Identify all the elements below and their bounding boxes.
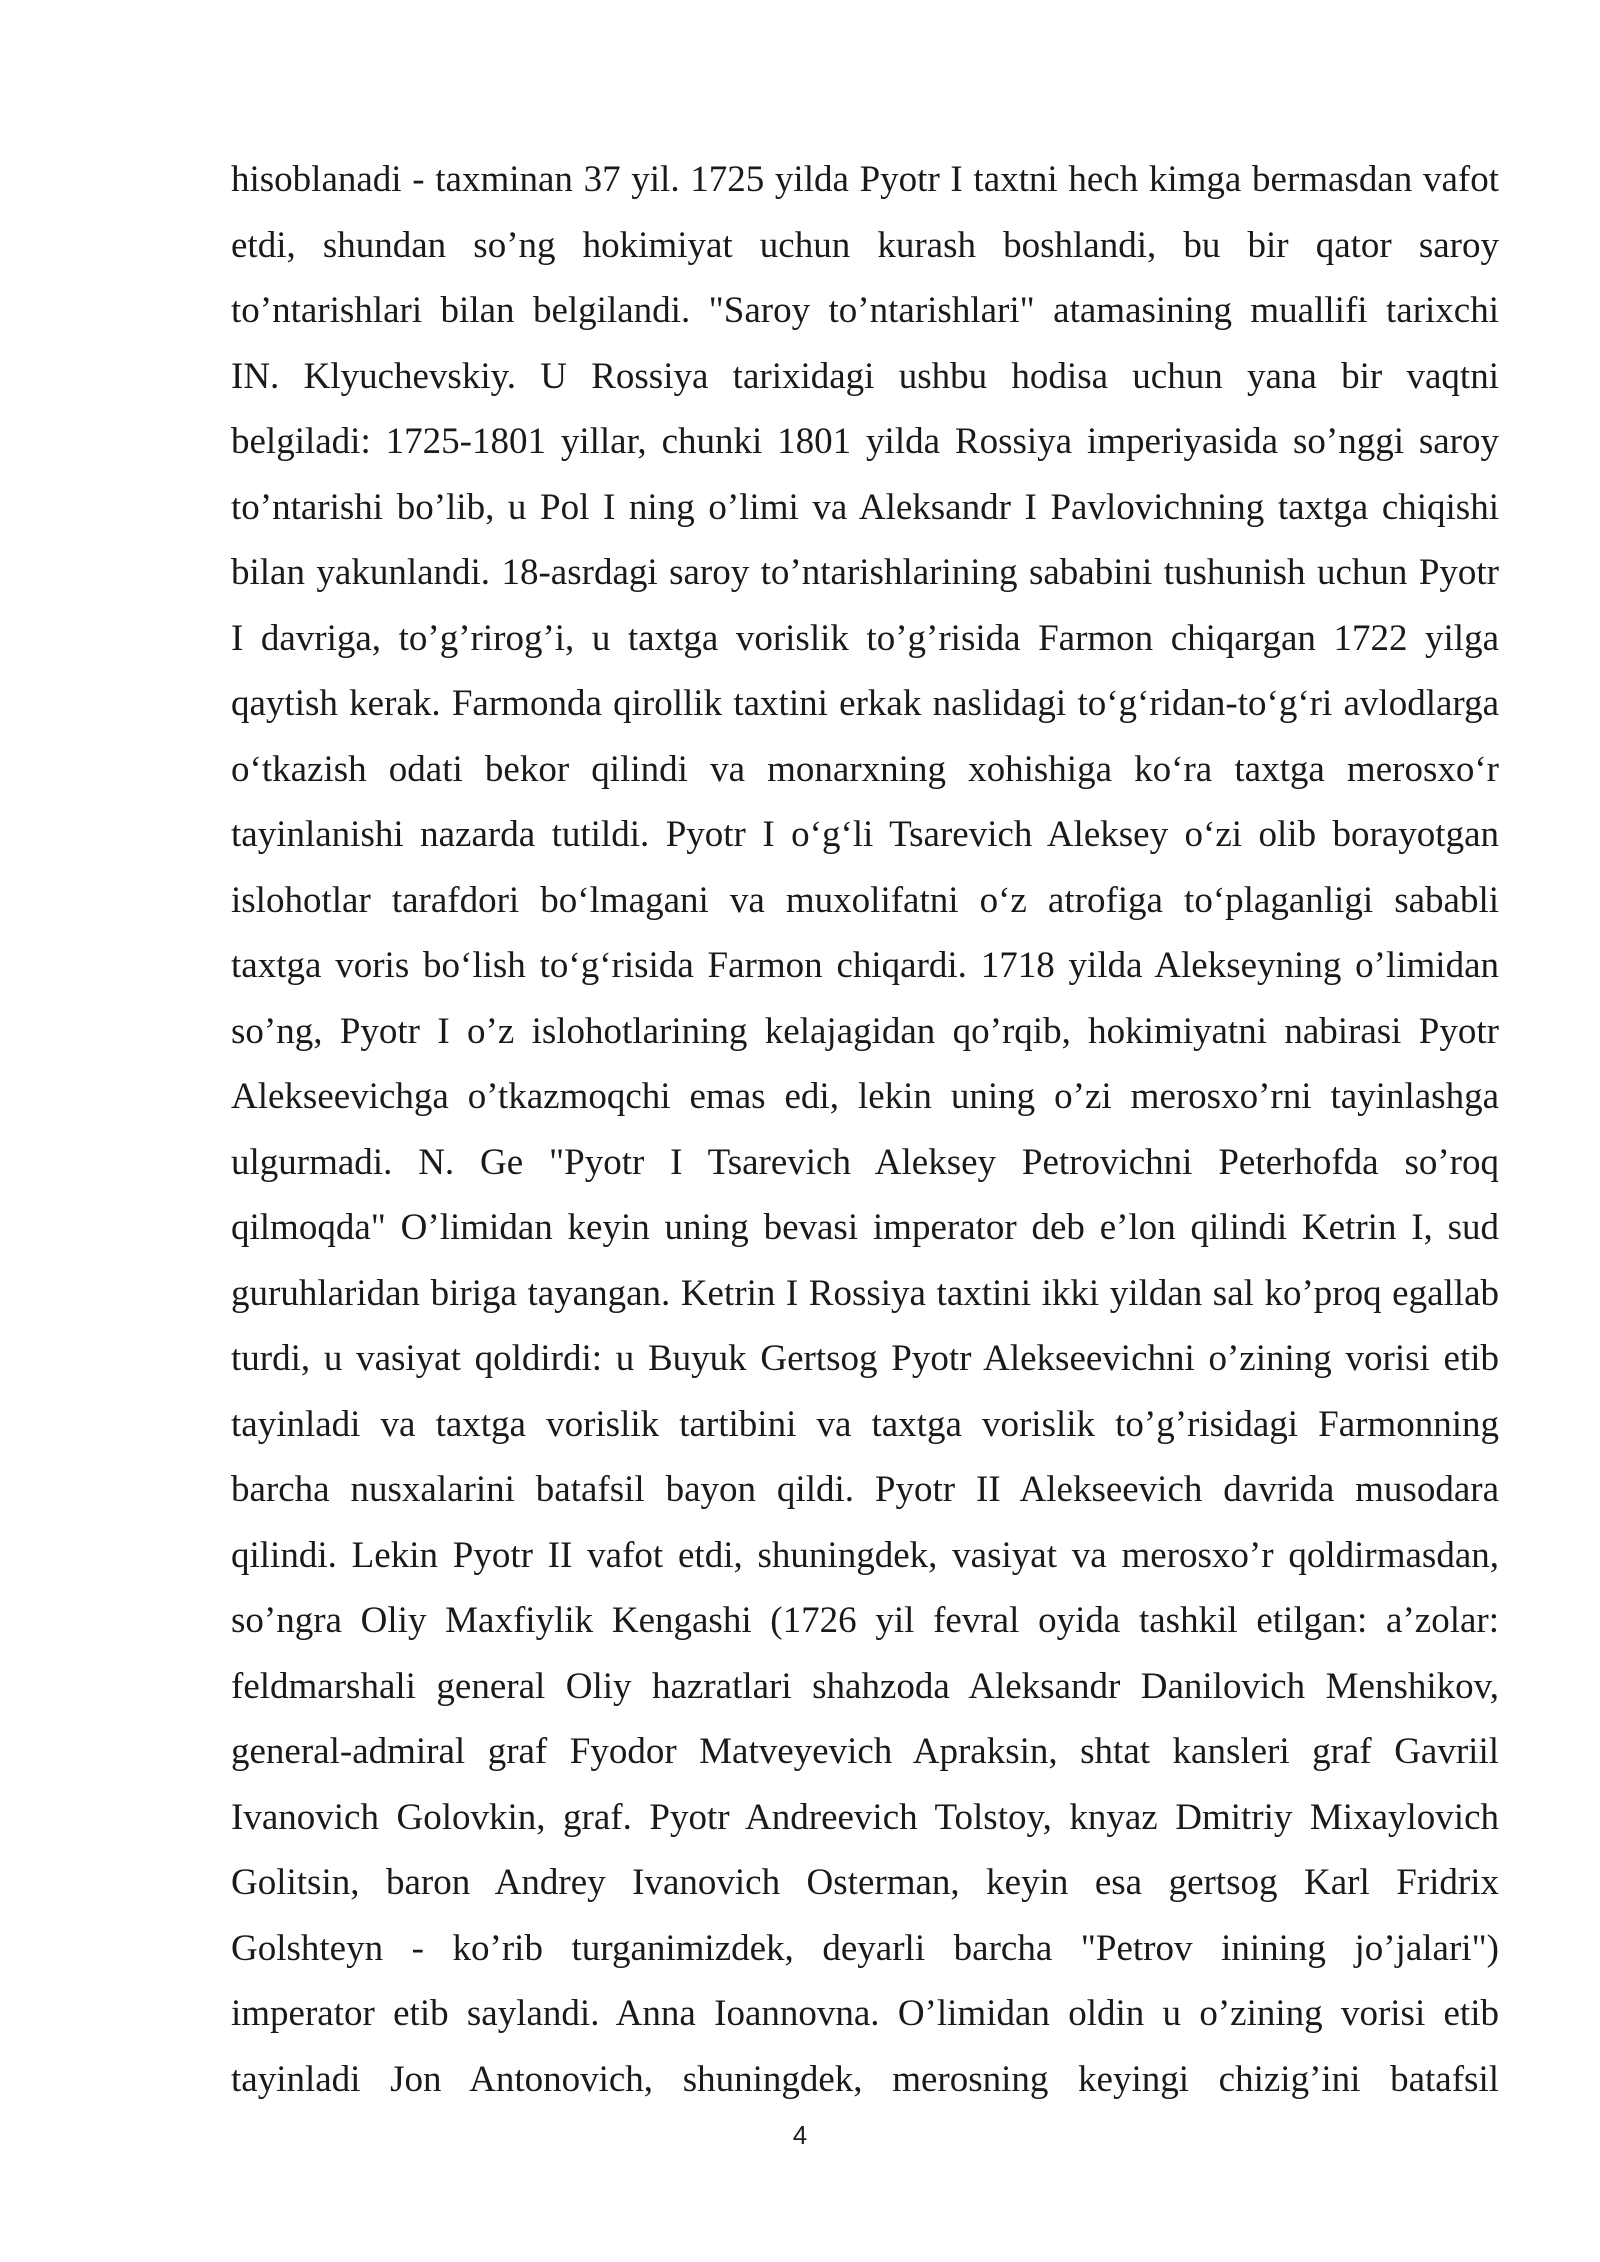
text-line: etdi, shundan so’ng hokimiyat uchun kurash boshlandi, bu bir qator saroy [231, 224, 1499, 266]
text-line: Ivanovich Golovkin, graf. Pyotr Andreevich Tolstoy, knyaz Dmitriy Mixaylovich [231, 1796, 1499, 1838]
text-line: hisoblanadi - taxminan 37 yil. 1725 yilda Pyotr I taxtni hech kimga bermasdan vafot [231, 159, 1499, 200]
text-line: imperator etib saylandi. Anna Ioannovna. O’limidan oldin u o’zining vorisi etib [231, 1993, 1499, 2034]
text-line: barcha nusxalarini batafsil bayon qildi. Pyotr II Alekseevich davrida musodara [231, 1469, 1499, 1510]
text-line: bilan yakunlandi. 18-asrdagi saroy to’ntarishlarining sababini tushunish uchun Pyotr [231, 552, 1499, 593]
text-line: tayinladi Jon Antonovich, shuningdek, merosning keyingi chizig’ini batafsil [231, 2058, 1499, 2100]
text-line: o‘tkazish odati bekor qilindi va monarxning xohishiga ko‘ra taxtga merosxo‘r [231, 748, 1499, 790]
text-line: Golitsin, baron Andrey Ivanovich Osterman, keyin esa gertsog Karl Fridrix [231, 1862, 1499, 1903]
body-text [231, 147, 1499, 2112]
page-number: 4 [792, 2120, 808, 2150]
text-line: taxtga voris bo‘lish to‘g‘risida Farmon chiqardi. 1718 yilda Alekseyning o’limidan [231, 945, 1499, 986]
text-line: to’ntarishlari bilan belgilandi. "Saroy to’ntarishlari" atamasining muallifi tarixchi [231, 290, 1499, 331]
text-line: qaytish kerak. Farmonda qirollik taxtini erkak naslidagi to‘g‘ridan-to‘g‘ri avlodlarga [231, 683, 1499, 724]
text-line: general-admiral graf Fyodor Matveyevich Apraksin, shtat kansleri graf Gavriil [231, 1731, 1499, 1772]
text-line: Golshteyn - ko’rib turganimizdek, deyarli barcha "Petrov inining jo’jalari") [231, 1927, 1499, 1969]
text-line: I davriga, to’g’rirog’i, u taxtga vorislik to’g’risida Farmon chiqargan 1722 yilga [231, 617, 1499, 659]
text-line: qilmoqda" O’limidan keyin uning bevasi imperator deb e’lon qilindi Ketrin I, sud [231, 1207, 1499, 1248]
text-line: so’ng, Pyotr I o’z islohotlarining kelajagidan qo’rqib, hokimiyatni nabirasi Pyotr [231, 1010, 1499, 1052]
text-line: IN. Klyuchevskiy. U Rossiya tarixidagi ushbu hodisa uchun yana bir vaqtni [231, 355, 1499, 397]
text-line: tayinladi va taxtga vorislik tartibini va taxtga vorislik to’g’risidagi Farmonning [231, 1403, 1499, 1445]
text-line: qilindi. Lekin Pyotr II vafot etdi, shuningdek, vasiyat va merosxo’r qoldirmasdan, [231, 1534, 1499, 1576]
text-line: so’ngra Oliy Maxfiylik Kengashi (1726 yil fevral oyida tashkil etilgan: a’zolar: [231, 1600, 1499, 1641]
text-line: Alekseevichga o’tkazmoqchi emas edi, lekin uning o’zi merosxo’rni tayinlashga [231, 1076, 1499, 1117]
text-line: turdi, u vasiyat qoldirdi: u Buyuk Gertsog Pyotr Alekseevichni o’zining vorisi etib [231, 1338, 1499, 1379]
text-line: to’ntarishi bo’lib, u Pol I ning o’limi va Aleksandr I Pavlovichning taxtga chiqishi [231, 486, 1499, 528]
text-line: tayinlanishi nazarda tutildi. Pyotr I o‘g‘li Tsarevich Aleksey o‘zi olib borayotgan [231, 814, 1499, 855]
text-line: ulgurmadi. N. Ge "Pyotr I Tsarevich Aleksey Petrovichni Peterhofda so’roq [231, 1141, 1499, 1183]
text-line: feldmarshali general Oliy hazratlari shahzoda Aleksandr Danilovich Menshikov, [231, 1665, 1499, 1707]
text-line: islohotlar tarafdori bo‘lmagani va muxolifatni o‘z atrofiga to‘plaganligi sababli [231, 879, 1499, 921]
text-line: guruhlaridan biriga tayangan. Ketrin I Rossiya taxtini ikki yildan sal ko’proq egallab [231, 1272, 1499, 1314]
text-line: belgiladi: 1725-1801 yillar, chunki 1801 yilda Rossiya imperiyasida so’nggi saroy [231, 421, 1499, 462]
